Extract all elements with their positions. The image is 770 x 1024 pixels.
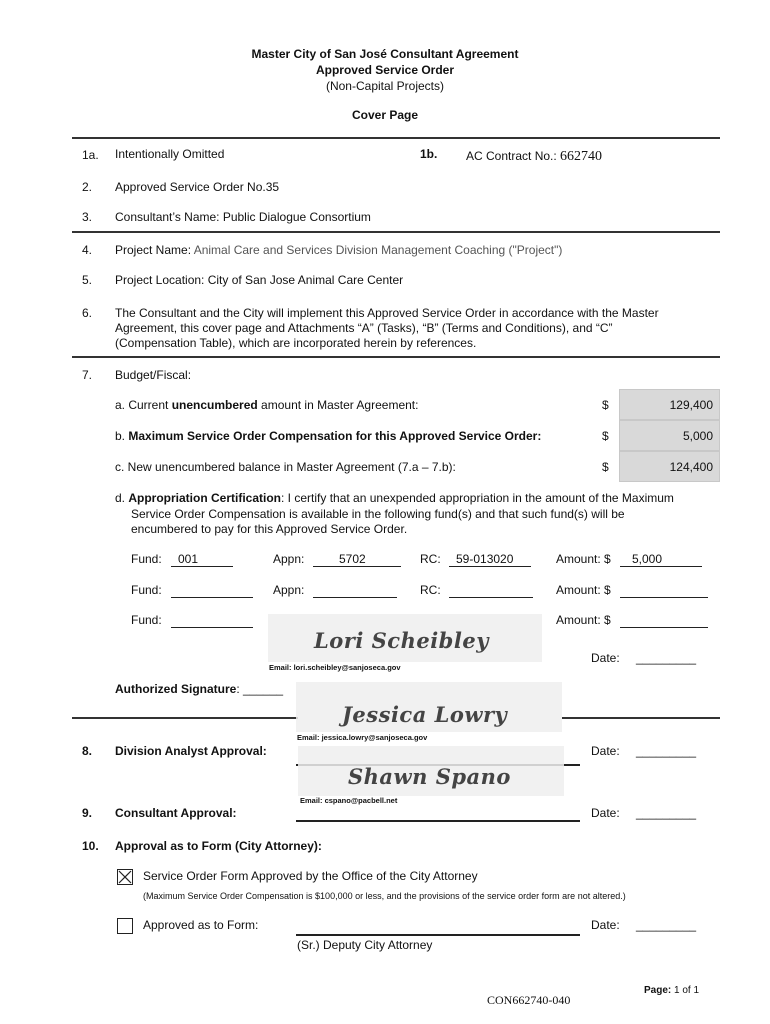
checkmark-x-icon [118,870,132,884]
page-label: Page: [644,985,672,996]
amount-field-line [620,566,702,567]
document-id: CON662740-040 [487,993,571,1007]
fund-field-line[interactable] [171,627,253,628]
appropriation-text: : I certify that an unexpended appropriation in the amount of the Maximum [281,491,674,505]
rc-field-line [449,566,531,567]
item-number: 7. [82,368,93,382]
ac-contract-label: AC Contract No.: [466,149,561,163]
item-6-line: (Compensation Table), which are incorporated herein by references. [115,336,477,350]
appropriation-bold: Appropriation Certification [128,491,282,505]
item-number: 2. [82,180,93,194]
page-value: 1 of 1 [674,985,700,996]
appn-label: Appn: [273,552,305,566]
budget-a-pre: a. Current [115,398,172,412]
signer-email: Email: jessica.lowry@sanjoseca.gov [297,733,428,742]
rc-field-line[interactable] [449,597,533,598]
budget-a-value-field[interactable]: 129,400 [619,389,720,420]
amount-label: Amount: $ [556,613,611,627]
consultant-approval: Consultant Approval: [115,806,237,820]
item-6-line: The Consultant and the City will implement this Approved Service Order in accordance with the Master [115,306,659,320]
deputy-city-attorney-label: (Sr.) Deputy City Attorney [297,938,433,952]
page-number [644,985,699,996]
city-attorney-approval: Approval as to Form (City Attorney): [115,839,322,853]
amount-value[interactable]: 5,000 [632,552,663,566]
fund-field-line[interactable] [171,597,253,598]
date-field[interactable]: _________ [636,744,697,758]
divider [72,137,720,139]
budget-b-bold: Maximum Service Order Compensation for this Approved Service Order: [128,429,542,443]
consultant-signature-line[interactable] [296,820,580,822]
non-capital-subtitle: (Non-Capital Projects) [325,79,445,93]
fund-value[interactable]: 001 [178,552,199,566]
item-number: 9. [82,806,93,820]
dollar-sign: $ [602,429,609,443]
consultant-name: Consultant’s Name: Public Dialogue Consortium [115,210,371,224]
budget-b-value-field[interactable]: 5,000 [619,420,720,451]
item-6-line: Agreement, this cover page and Attachments “A” (Tasks), “B” (Terms and Conditions), and “C” [115,321,613,335]
project-name-label: Project Name: [115,243,194,257]
appn-field-line[interactable] [313,597,397,598]
date-field[interactable]: _________ [636,806,697,820]
date-field[interactable]: _________ [636,918,697,932]
date-label: Date: [591,918,620,932]
service-order-form-note: (Maximum Service Order Compensation is $100,000 or less, and the provisions of the service order form are not altered.) [143,891,626,901]
date-field[interactable]: _________ [636,651,697,665]
budget-heading: Budget/Fiscal: [115,368,192,382]
dollar-sign: $ [602,398,609,412]
item-number: 10. [82,839,99,853]
budget-a-post: amount in Master Agreement: [257,398,419,412]
item-1a-text: Intentionally Omitted [115,147,225,161]
fund-label: Fund: [131,613,162,627]
fund-field-line [171,566,233,567]
item-number: 6. [82,306,93,320]
item-number: 5. [82,273,93,287]
city-attorney-signature-line[interactable] [296,934,580,936]
date-label: Date: [591,744,620,758]
fund-label: Fund: [131,552,162,566]
appropriation-line: Service Order Compensation is available in the following fund(s) and that such fund(s) will be [131,507,625,521]
budget-c-value-field[interactable]: 124,400 [619,451,720,482]
item-number: 8. [82,744,93,758]
amount-label: Amount: $ [556,583,611,597]
signature-shawn-spano: Shawn Spano [348,764,511,789]
item-number: 1b. [420,147,438,161]
appropriation-line [115,491,674,505]
ac-contract-no [466,149,602,165]
project-name-value: Animal Care and Services Division Management Coaching ("Project") [193,243,563,257]
signer-email: Email: lori.scheibley@sanjoseca.gov [269,663,401,672]
service-order-form-checkbox[interactable] [117,869,133,885]
budget-b-pre: b. [115,429,129,443]
date-label: Date: [591,806,620,820]
agreement-title: Master City of San José Consultant Agreement [251,47,519,61]
divider [562,717,720,719]
service-order-form-approved-label: Service Order Form Approved by the Office of the City Attorney [143,869,478,883]
approved-as-to-form-label: Approved as to Form: [143,918,259,932]
item-number: 4. [82,243,93,257]
amount-label: Amount: $ [556,552,611,566]
budget-c-label: c. New unencumbered balance in Master Agreement (7.a – 7.b): [115,460,456,474]
signer-email: Email: cspano@pacbell.net [300,796,398,805]
dollar-sign: $ [602,460,609,474]
appn-field-line [313,566,401,567]
item-number: 1a. [82,148,99,162]
authorized-signature-line[interactable]: : ______ [236,682,284,696]
divider [72,717,298,719]
division-analyst-approval: Division Analyst Approval: [115,744,267,758]
fund-label: Fund: [131,583,162,597]
project-location: Project Location: City of San Jose Animal Care Center [115,273,404,287]
date-label: Date: [591,651,620,665]
ac-contract-value: 662740 [560,149,603,164]
rc-label: RC: [420,552,441,566]
approved-as-to-form-checkbox[interactable] [117,918,133,934]
signature-lori-scheibley: Lori Scheibley [314,628,489,653]
divider [72,231,720,233]
budget-a-bold: unencumbered [171,398,258,412]
service-order-no: Approved Service Order No.35 [115,180,280,194]
rc-label: RC: [420,583,441,597]
item-number: 3. [82,210,93,224]
appn-value[interactable]: 5702 [339,552,366,566]
amount-field-line[interactable] [620,597,708,598]
service-order-title: Approved Service Order [315,63,455,77]
appropriation-pre: d. [115,491,129,505]
authorized-signature [115,682,283,696]
signature-jessica-lowry: Jessica Lowry [342,702,508,727]
authorized-signature-label: Authorized Signature [115,682,237,696]
budget-a-label [115,398,418,412]
cover-page-heading: Cover Page [351,108,419,122]
divider [72,356,720,358]
rc-value[interactable]: 59-013020 [456,552,514,566]
project-name [115,243,562,257]
appn-label: Appn: [273,583,305,597]
amount-field-line[interactable] [620,627,708,628]
appropriation-line: encumbered to pay for this Approved Service Order. [131,522,408,536]
budget-b-label [115,429,541,443]
